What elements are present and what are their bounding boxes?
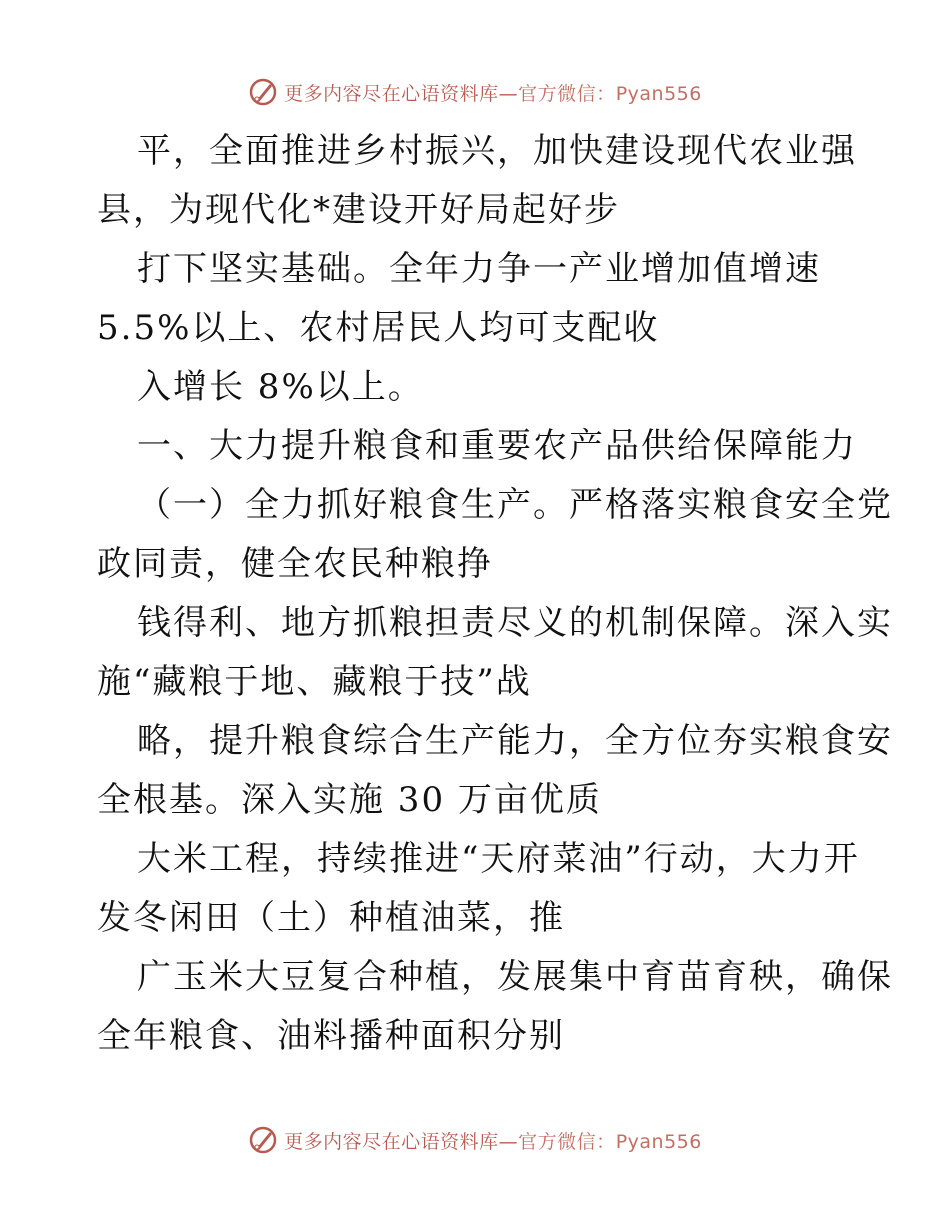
- header-watermark: [0, 72, 950, 112]
- body-line-13: 大米工程，持续推进“天府菜油”行动，大力开: [137, 839, 860, 879]
- watermark-site-text: 更多内容尽在心语资料库: [284, 1130, 499, 1153]
- body-line-14: 发冬闲田（土）种植油菜，推: [97, 898, 565, 938]
- body-line-4: 5.5%以上、农村居民人均可支配收: [97, 308, 660, 348]
- watermark-wechat-label: 官方微信：: [518, 1130, 616, 1153]
- body-line-16: 全年粮食、油料播种面积分别: [97, 1016, 565, 1056]
- body-line-8: 政同责，健全农民种粮挣: [97, 544, 493, 584]
- watermark-site-text: 更多内容尽在心语资料库: [284, 82, 499, 105]
- quill-logo-icon: [248, 1125, 278, 1155]
- body-line-2: 县，为现代化*建设开好局起好步: [97, 190, 620, 230]
- footer-watermark: [0, 1120, 950, 1160]
- body-line-12: 全根基。深入实施 30 万亩优质: [97, 780, 602, 820]
- body-line-15: 广玉米大豆复合种植，发展集中育苗育秧，确保: [137, 957, 893, 997]
- watermark-wechat-id: Pyan556: [615, 1130, 702, 1153]
- body-line-10: 施“藏粮于地、藏粮于技”战: [97, 662, 532, 702]
- body-line-6: 一、大力提升粮食和重要农产品供给保障能力: [137, 426, 857, 466]
- document-body: [97, 122, 893, 1066]
- watermark-separator: —: [498, 1130, 519, 1153]
- body-line-7: （一）全力抓好粮食生产。严格落实粮食安全党: [137, 485, 893, 525]
- body-line-11: 略，提升粮食综合生产能力，全方位夯实粮食安: [137, 721, 893, 761]
- quill-logo-icon: [248, 77, 278, 107]
- watermark-text: [284, 79, 702, 106]
- watermark-text: [284, 1127, 702, 1154]
- body-line-1: 平，全面推进乡村振兴，加快建设现代农业强: [137, 131, 857, 171]
- watermark-wechat-label: 官方微信：: [518, 82, 616, 105]
- watermark-separator: —: [498, 82, 519, 105]
- body-line-3: 打下坚实基础。全年力争一产业增加值增速: [137, 249, 821, 289]
- watermark-wechat-id: Pyan556: [615, 82, 702, 105]
- body-line-5: 入增长 8%以上。: [137, 367, 424, 407]
- body-line-9: 钱得利、地方抓粮担责尽义的机制保障。深入实: [137, 603, 893, 643]
